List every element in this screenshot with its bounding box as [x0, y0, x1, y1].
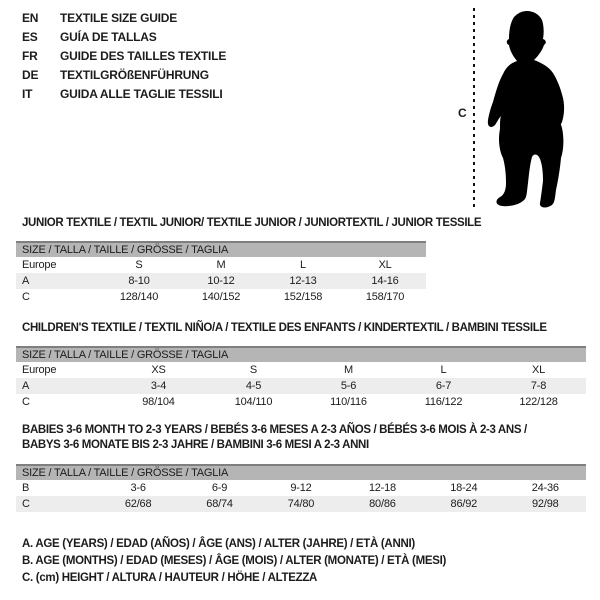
size-value-cell: 10-12: [207, 275, 235, 287]
footnote-line: B. AGE (MONTHS) / EDAD (MESES) / ÂGE (MOIS) / ALTER (MONATE) / ETÀ (MESI): [22, 555, 447, 567]
language-row: [22, 46, 226, 65]
row-label-cell: Europe: [22, 259, 57, 271]
size-header-row: [16, 465, 586, 480]
language-title: GUÍA DE TALLAS: [60, 29, 157, 44]
size-value-cell: 152/158: [283, 291, 323, 303]
size-header-row: [16, 242, 426, 257]
size-value-cell: 6-9: [211, 482, 228, 494]
language-title: TEXTILE SIZE GUIDE: [60, 10, 178, 25]
height-measure-label: C: [458, 106, 467, 120]
footnotes: [22, 536, 446, 587]
size-header-label: SIZE / TALLA / TAILLE / GRÖSSE / TAGLIA: [16, 242, 426, 257]
size-value-cell: 128/140: [119, 291, 159, 303]
size-value-cell: 98/104: [142, 396, 175, 408]
size-value-cell: 5-6: [340, 380, 357, 392]
size-value-cell: XS: [151, 364, 166, 376]
size-value-cell: 3-4: [150, 380, 167, 392]
size-value-cell: 3-6: [130, 482, 146, 494]
language-title: GUIDE DES TAILLES TEXTILE: [60, 48, 227, 63]
language-code: FR: [22, 48, 38, 63]
language-list: [22, 8, 226, 103]
height-figure: [452, 6, 600, 216]
size-value-cell: 80/86: [369, 498, 396, 510]
size-value-cell: 110/116: [330, 396, 367, 408]
size-value-cell: 158/170: [365, 291, 405, 303]
size-value-cell: M: [344, 364, 353, 376]
size-value-cell: L: [300, 259, 306, 271]
title-line: BABIES 3-6 MONTH TO 2-3 YEARS / BEBÉS 3-6 MESES A 2-3 AÑOS / BÉBÉS 3-6 MOIS À 2-3 ANS /: [22, 424, 527, 436]
language-row: [22, 65, 226, 84]
size-table-row: [16, 378, 586, 394]
language-code: EN: [22, 10, 39, 25]
title-line: JUNIOR TEXTILE / TEXTIL JUNIOR/ TEXTILE JUNIOR / JUNIORTEXTIL / JUNIOR TESSILE: [22, 217, 482, 229]
size-value-cell: 122/128: [519, 396, 558, 408]
title-line: CHILDREN'S TEXTILE / TEXTIL NIÑO/A / TEXTILE DES ENFANTS / KINDERTEXTIL / BAMBINI TESSILE: [22, 322, 547, 334]
row-label-cell: C: [22, 291, 30, 303]
language-code: IT: [22, 86, 33, 101]
size-value-cell: XL: [531, 364, 546, 376]
size-table-row: [16, 362, 586, 378]
size-value-cell: 6-7: [435, 380, 452, 392]
row-label-cell: Europe: [22, 364, 57, 376]
size-value-cell: S: [135, 259, 143, 271]
size-value-cell: XL: [378, 259, 392, 271]
size-value-cell: 104/110: [234, 396, 273, 408]
size-value-cell: M: [216, 259, 226, 271]
size-value-cell: 86/92: [450, 498, 478, 510]
size-table-row: [16, 480, 586, 496]
size-value-cell: 24-36: [531, 482, 559, 494]
junior-size-table: [16, 241, 426, 305]
size-value-cell: 9-12: [290, 482, 312, 494]
size-table-row: [16, 257, 426, 273]
title-line: BABYS 3-6 MONATE BIS 2-3 JAHRE / BAMBINI 3-6 MESI A 2-3 ANNI: [22, 439, 369, 451]
size-table-row: [16, 273, 426, 289]
size-table-row: [16, 394, 586, 410]
size-value-cell: 12-18: [368, 482, 396, 494]
size-value-cell: 14-16: [371, 275, 399, 287]
size-value-cell: L: [440, 364, 447, 376]
size-value-cell: 8-10: [128, 275, 150, 287]
language-code: ES: [22, 29, 38, 44]
language-code: DE: [22, 67, 39, 82]
size-value-cell: S: [249, 364, 258, 376]
baby-silhouette-icon: [486, 6, 596, 211]
language-row: [22, 84, 226, 103]
size-value-cell: 7-8: [530, 380, 547, 392]
footnote-line: A. AGE (YEARS) / EDAD (AÑOS) / ÂGE (ANS) / ALTER (JAHRE) / ETÀ (ANNI): [22, 538, 415, 550]
row-label-cell: B: [22, 482, 30, 494]
height-measure-line: [472, 8, 476, 210]
size-value-cell: 18-24: [450, 482, 478, 494]
size-value-cell: 62/68: [124, 498, 152, 510]
row-label-cell: A: [22, 275, 30, 287]
row-label-cell: A: [22, 380, 30, 392]
size-value-cell: 116/122: [424, 396, 463, 408]
language-row: [22, 8, 226, 27]
size-value-cell: 92/98: [532, 498, 559, 510]
language-title: TEXTILGRÖßENFÜHRUNG: [60, 67, 209, 82]
language-row: [22, 27, 226, 46]
children-size-table: [16, 346, 586, 410]
row-label-cell: C: [22, 498, 30, 510]
junior-table-title: [22, 216, 481, 231]
size-value-cell: 74/80: [287, 498, 315, 510]
size-header-row: [16, 347, 586, 362]
babies-size-table: [16, 464, 586, 512]
size-table-row: [16, 496, 586, 512]
size-header-label: SIZE / TALLA / TAILLE / GRÖSSE / TAGLIA: [16, 465, 586, 480]
size-header-label: SIZE / TALLA / TAILLE / GRÖSSE / TAGLIA: [16, 347, 586, 362]
size-value-cell: 140/152: [201, 291, 241, 303]
footnote-line: C. (cm) HEIGHT / ALTURA / HAUTEUR / HÖHE / ALTEZZA: [22, 572, 318, 584]
children-table-title: [22, 321, 547, 336]
row-label-cell: C: [22, 396, 30, 408]
size-value-cell: 12-13: [289, 275, 317, 287]
size-value-cell: 68/74: [206, 498, 233, 510]
size-table-row: [16, 289, 426, 305]
babies-table-title: [22, 423, 527, 453]
size-value-cell: 4-5: [245, 380, 262, 392]
language-title: GUIDA ALLE TAGLIE TESSILI: [60, 86, 223, 101]
